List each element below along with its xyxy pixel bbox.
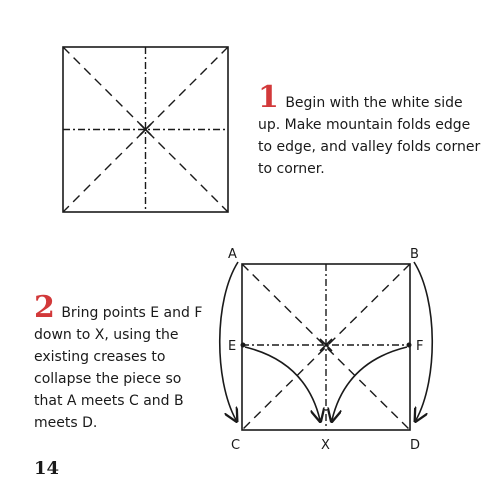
step2-number: 2	[34, 290, 55, 325]
label-x: X	[321, 438, 330, 453]
label-b: B	[410, 247, 419, 262]
point-f-dot	[407, 343, 412, 348]
point-e-dot	[241, 343, 246, 348]
label-d: D	[410, 438, 421, 453]
step1-text: Begin with the white side up. Make mountain folds edge to edge, and valley folds corner to corner.	[258, 95, 481, 177]
arrow-e-to-x	[245, 347, 320, 420]
step1-instructions	[258, 80, 483, 180]
label-e: E	[228, 339, 237, 354]
step1-number: 1	[258, 80, 279, 115]
step2-instructions	[34, 290, 209, 434]
step2-text: Bring points E and F down to X, using the existing creases to collapse the piece so that A meets C and B meets D.	[34, 305, 203, 431]
label-a: A	[228, 247, 237, 262]
label-c: C	[231, 438, 241, 453]
label-f: F	[416, 339, 424, 354]
arrow-f-to-x	[332, 347, 407, 420]
page-number: 14	[34, 458, 60, 479]
